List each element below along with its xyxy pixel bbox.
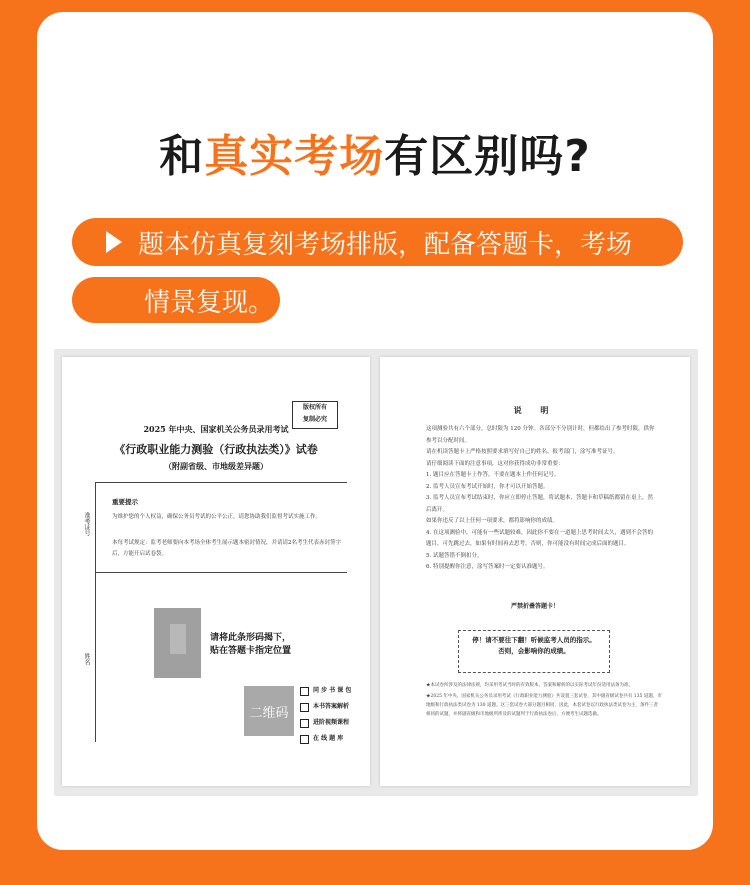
exam-title-1: 2025 年中央、国家机关公务员录用考试 (143, 424, 289, 434)
instruction-paragraph: 请仔细阅读下面的注意事项，这对你获得成功非常重要： (426, 460, 564, 467)
checklist-item: 在 线 题 库 (300, 731, 351, 747)
notice-title: 重要提示 (112, 498, 138, 506)
exam-cover-page (62, 357, 370, 786)
exam-title-3: （附副省级、市地级差异题） (164, 461, 268, 471)
barcode-line-1: 请将此条形码揭下， (210, 633, 292, 643)
headline-part1: 和 (159, 131, 205, 182)
instruction-paragraph: 1. 题目应在答题卡上作答，不要在题本上作任何记号。 (426, 472, 560, 478)
feature-pill-2 (72, 277, 280, 323)
instruction-paragraph: 4. 在这项测验中，可能有一些试题较难，因此你不要在一道题上思考时间太久，遇到不会答的题目，可先跳过去，如果有时间再去思考。否则，你可能没有时间完成后面的题目。 (426, 529, 653, 547)
qr-label: 二维码 (249, 705, 289, 721)
checklist-item: 同 步 书 课 包 (300, 683, 351, 699)
notice-text-2: 本每考试规定：监考老师要向本考场全体考生展示题本密封情况，并请请2名考生代表赤封签字后，方能开启试卷袋。 (112, 540, 342, 557)
exam-sample-panel (54, 349, 698, 796)
headline-highlight: 真实考场 (204, 131, 385, 182)
instruction-paragraph: 这项测验共有六个部分，总时限为 120 分钟。各部分不分别计时，但都给出了参考时限，供你参考以分配时间。 (426, 426, 655, 444)
footnote-1: ★本试卷所涉及的法律法规，均采用考试当时的有效版本，答案和解析的以实际考试年份适用法条为准。 (426, 683, 633, 688)
instruction-paragraph: 5. 试题答错不倒扣分。 (426, 552, 483, 559)
name-label: 姓名 (83, 653, 90, 665)
headline-part3: 有区别吗? (384, 131, 591, 182)
instructions-body (426, 424, 658, 574)
checklist-item: 本书答案解析 (300, 699, 351, 715)
barcode-inner (170, 624, 186, 654)
instruction-paragraph: 如果你违反了以上任何一项要求，都将影响你的成绩。 (426, 518, 559, 524)
stop-line-1: 停！请不要往下翻！听候监考人员的指示。 (472, 636, 596, 644)
qr-code-placeholder (244, 686, 294, 736)
checklist-item: 进阶视频课程 (300, 715, 351, 731)
exam-title-2: 《行政职业能力测验（行政执法类）》试卷 (114, 443, 318, 456)
divider (95, 482, 347, 483)
candidate-number-label: 准考证号 (83, 512, 90, 536)
feature-text-2: 情景复现。 (144, 287, 275, 318)
feature-text-1: 题本仿真复刻考场排版，配备答题卡，考场 (138, 229, 633, 260)
stop-notice-box (458, 630, 610, 673)
exam-instructions-page (380, 357, 690, 786)
divider (95, 572, 347, 573)
seal-line (95, 482, 96, 572)
instruction-paragraph: 2. 监考人员宣布考试开始时，你才可以开始答题。 (426, 483, 549, 490)
notice-text-1: 为维护您的个人权益，确保公务员考试的公平公正，请您协助我们监督考试实施工作。 (112, 514, 322, 520)
barcode-instruction (210, 632, 291, 658)
page-headline (0, 120, 750, 184)
stop-line-2: 否则，会影响你的成绩。 (498, 647, 570, 655)
checkbox-icon (300, 735, 309, 744)
service-checklist (300, 683, 351, 747)
stamp-line-2: 复制必究 (302, 416, 327, 423)
stamp-line-1: 版权所有 (302, 404, 327, 411)
no-fold-warning: 严禁折叠答题卡！ (510, 603, 559, 610)
checkbox-icon (300, 703, 309, 712)
instruction-paragraph: 6. 特别提醒你注意，涂写答案时一定要认准题号。 (426, 564, 549, 570)
play-arrow-icon (106, 231, 122, 253)
checkbox-icon (300, 719, 309, 728)
checkbox-icon (300, 687, 309, 696)
instructions-title: 说 明 (513, 405, 557, 415)
instruction-paragraph: 3. 监考人员宣布考试结束时，你应立即停止答题，将试题本、答题卡和草稿纸都留在桌上，然后离开。 (426, 495, 653, 513)
instruction-paragraph: 请在机读答题卡上严格按照要求填写好自己的姓名、报考部门，涂写准考证号。 (426, 449, 619, 455)
seal-line (95, 572, 96, 742)
barcode-line-2: 贴在答题卡指定位置 (210, 646, 292, 656)
footnote-2: ★2025 年中央、国家机关公务员录用考试《行政职业能力测验》共设置三套试卷，其中副省级试卷共有 135 道题，市地级和行政执法类试卷为 130 道题。这三套试卷大部分题目相同，因此，本套试卷以行政执法类试卷为主，条件三者相同的试题，并将副省级和市地级所涉及的试题列于行政执法卷后，方便考生试题选做。 (426, 694, 662, 717)
feature-pill-1 (72, 218, 683, 266)
